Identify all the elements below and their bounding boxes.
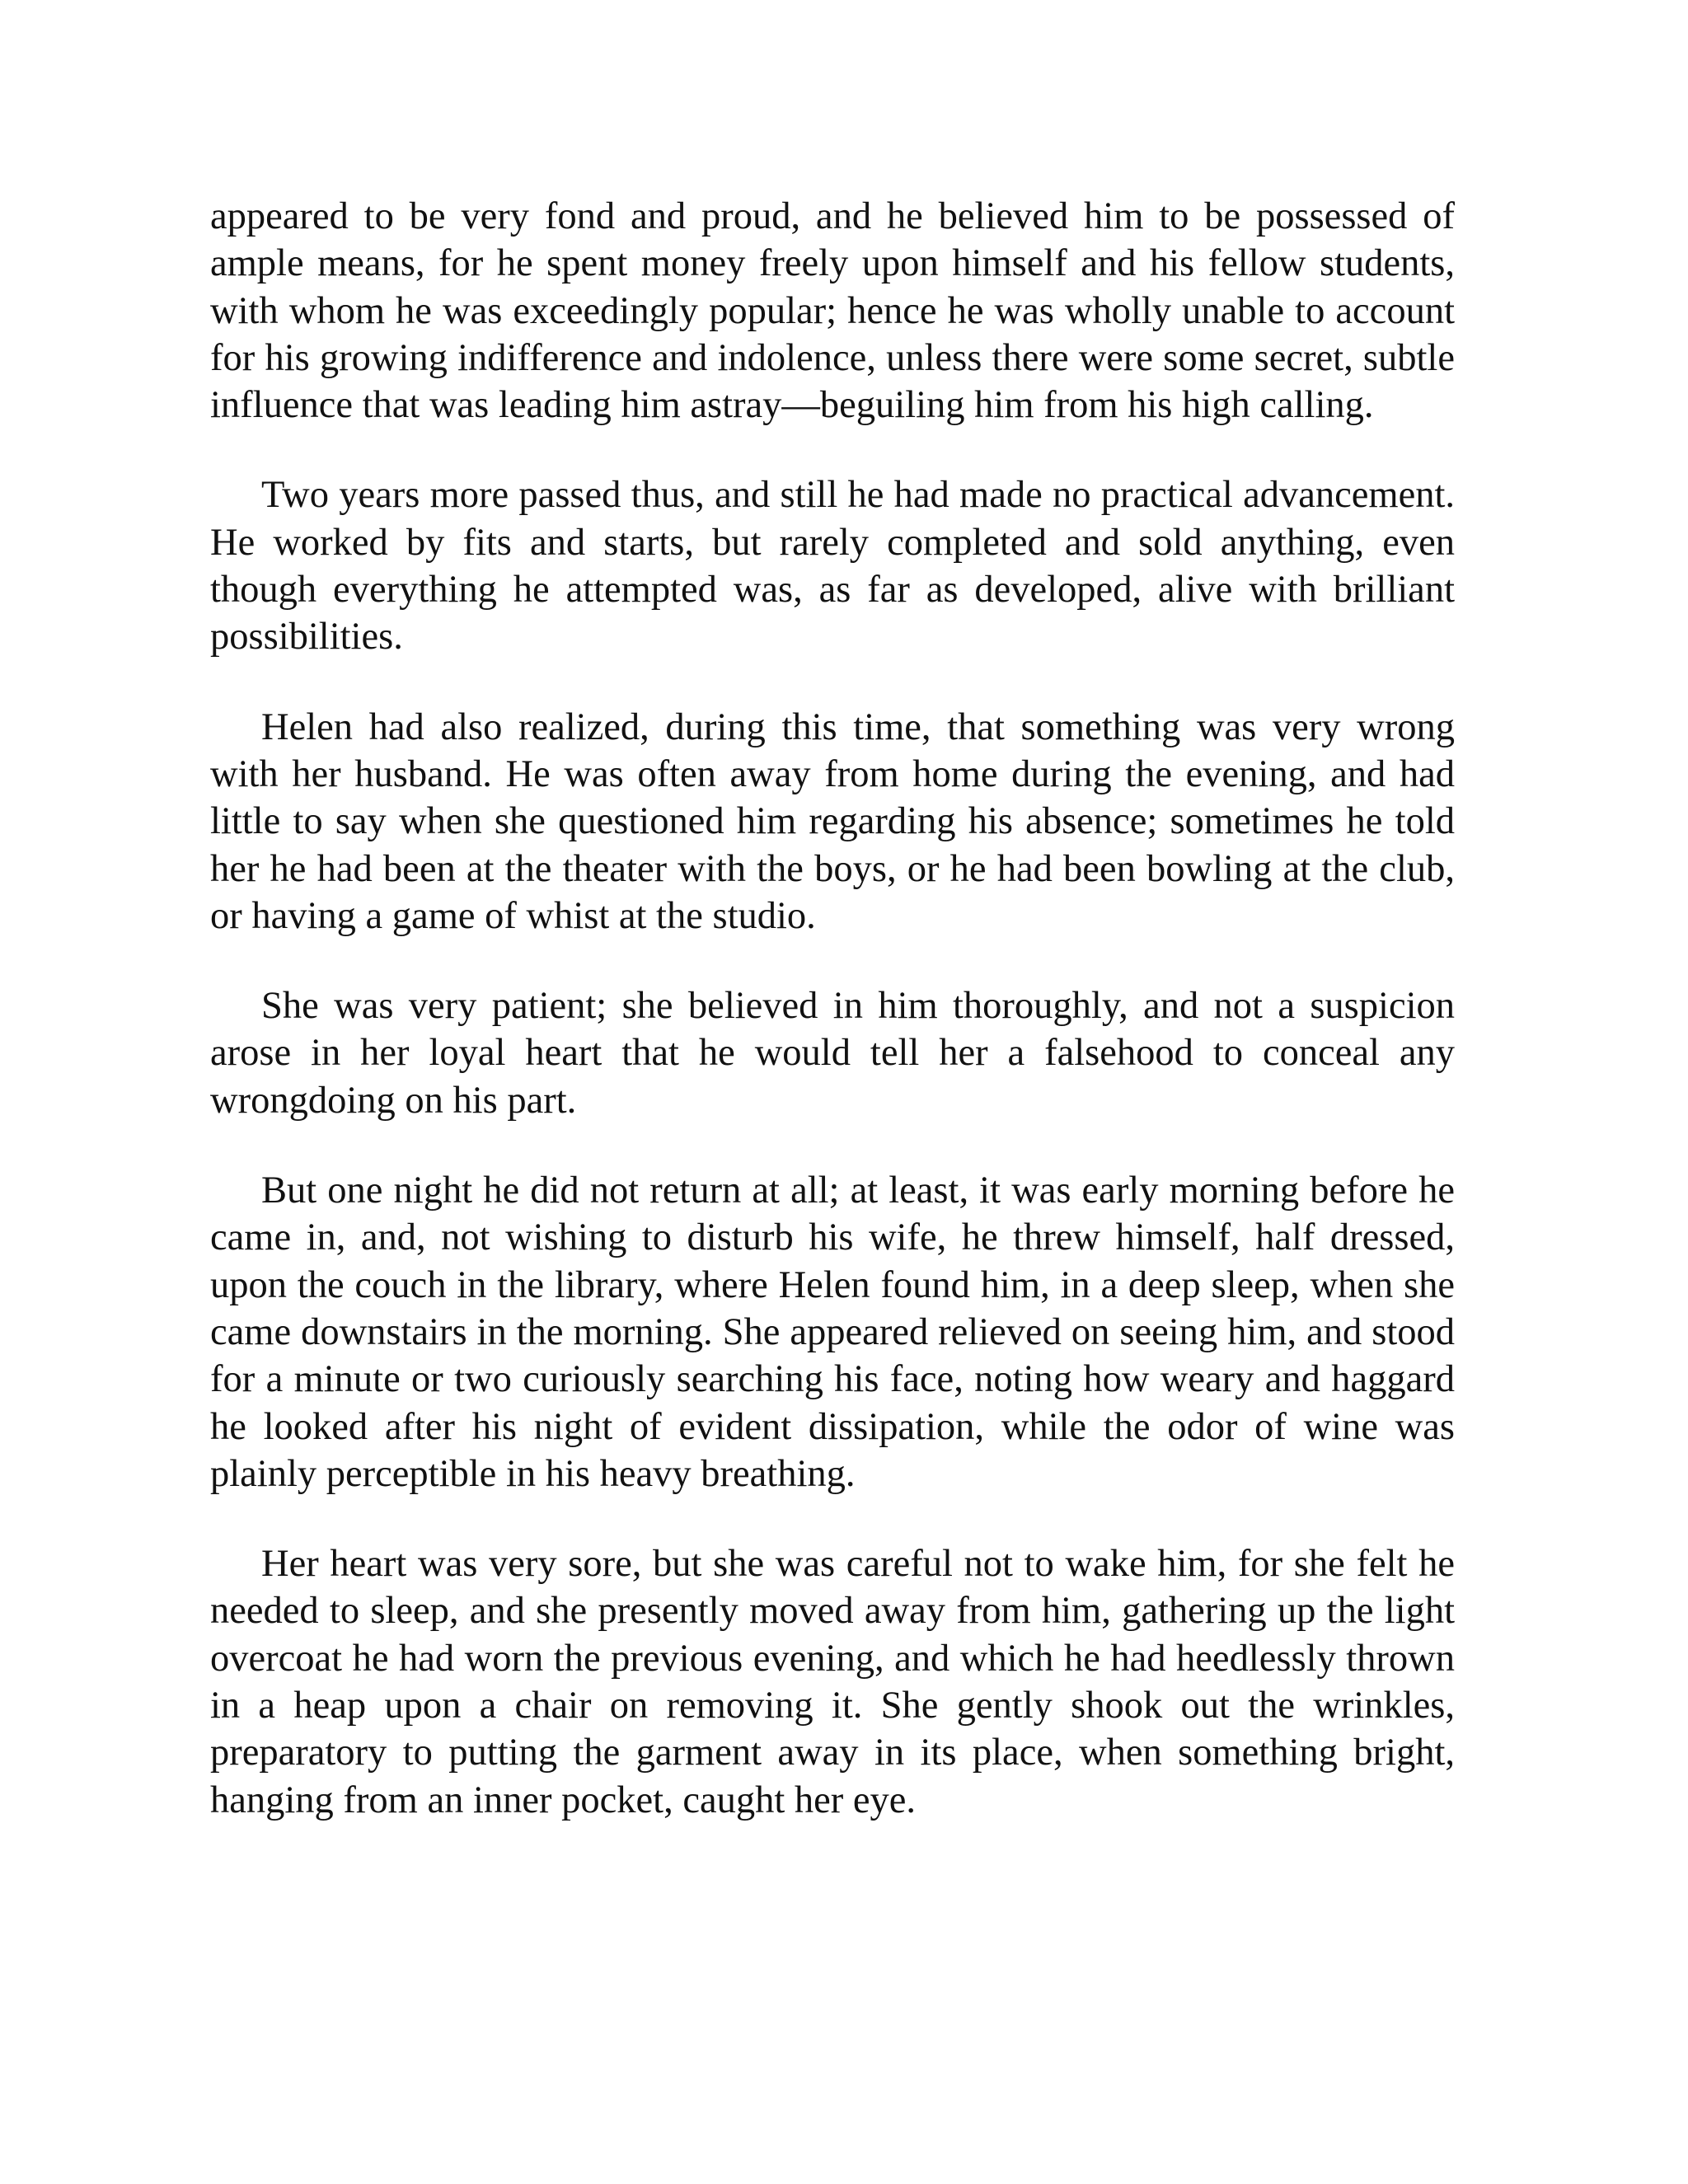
paragraph: She was very patient; she believed in him thoroughly, and not a suspicion arose in her loyal heart that he would tell her a falsehood to conceal any wrongdoing on his part. xyxy=(210,985,1455,1122)
body-text xyxy=(210,193,1455,1867)
paragraph-continuation: appeared to be very fond and proud, and he believed him to be possessed of ample means, for he spent money freely upon himself and his fellow students, with whom he was exceedingly popular; hence he was wholly unable to account for his growing indifference and indolence, unless there were some secret, subtle influence that was leading him astray—beguiling him from his high calling. xyxy=(210,195,1455,427)
paragraph: But one night he did not return at all; at least, it was early morning before he came in, and, not wishing to disturb his wife, he threw himself, half dressed, upon the couch in the library, where Helen found him, in a deep sleep, when she came downstairs in the morning. She appeared relieved on seeing him, and stood for a minute or two curiously searching his face, noting how weary and haggard he looked after his night of evident dissipation, while the odor of wine was plainly perceptible in his heavy breathing. xyxy=(210,1169,1455,1495)
paragraph: Two years more passed thus, and still he had made no practical advancement. He worked by fits and starts, but rarely completed and sold anything, even though everything he attempted was, as far as developed, alive with brilliant possibilities. xyxy=(210,474,1455,658)
paragraph: Her heart was very sore, but she was careful not to wake him, for she felt he needed to sleep, and she presently moved away from him, gathering up the light overcoat he had worn the previous evening, and which he had heedlessly thrown in a heap upon a chair on removing it. She gently shook out the wrinkles, preparatory to putting the garment away in its place, when something bright, hanging from an inner pocket, caught her eye. xyxy=(210,1543,1455,1821)
paragraph: Helen had also realized, during this time, that something was very wrong with her husband. He was often away from home during the evening, and had little to say when she questioned him regarding his absence; sometimes he told her he had been at the theater with the boys, or he had been bowling at the club, or having a game of whist at the studio. xyxy=(210,705,1455,937)
